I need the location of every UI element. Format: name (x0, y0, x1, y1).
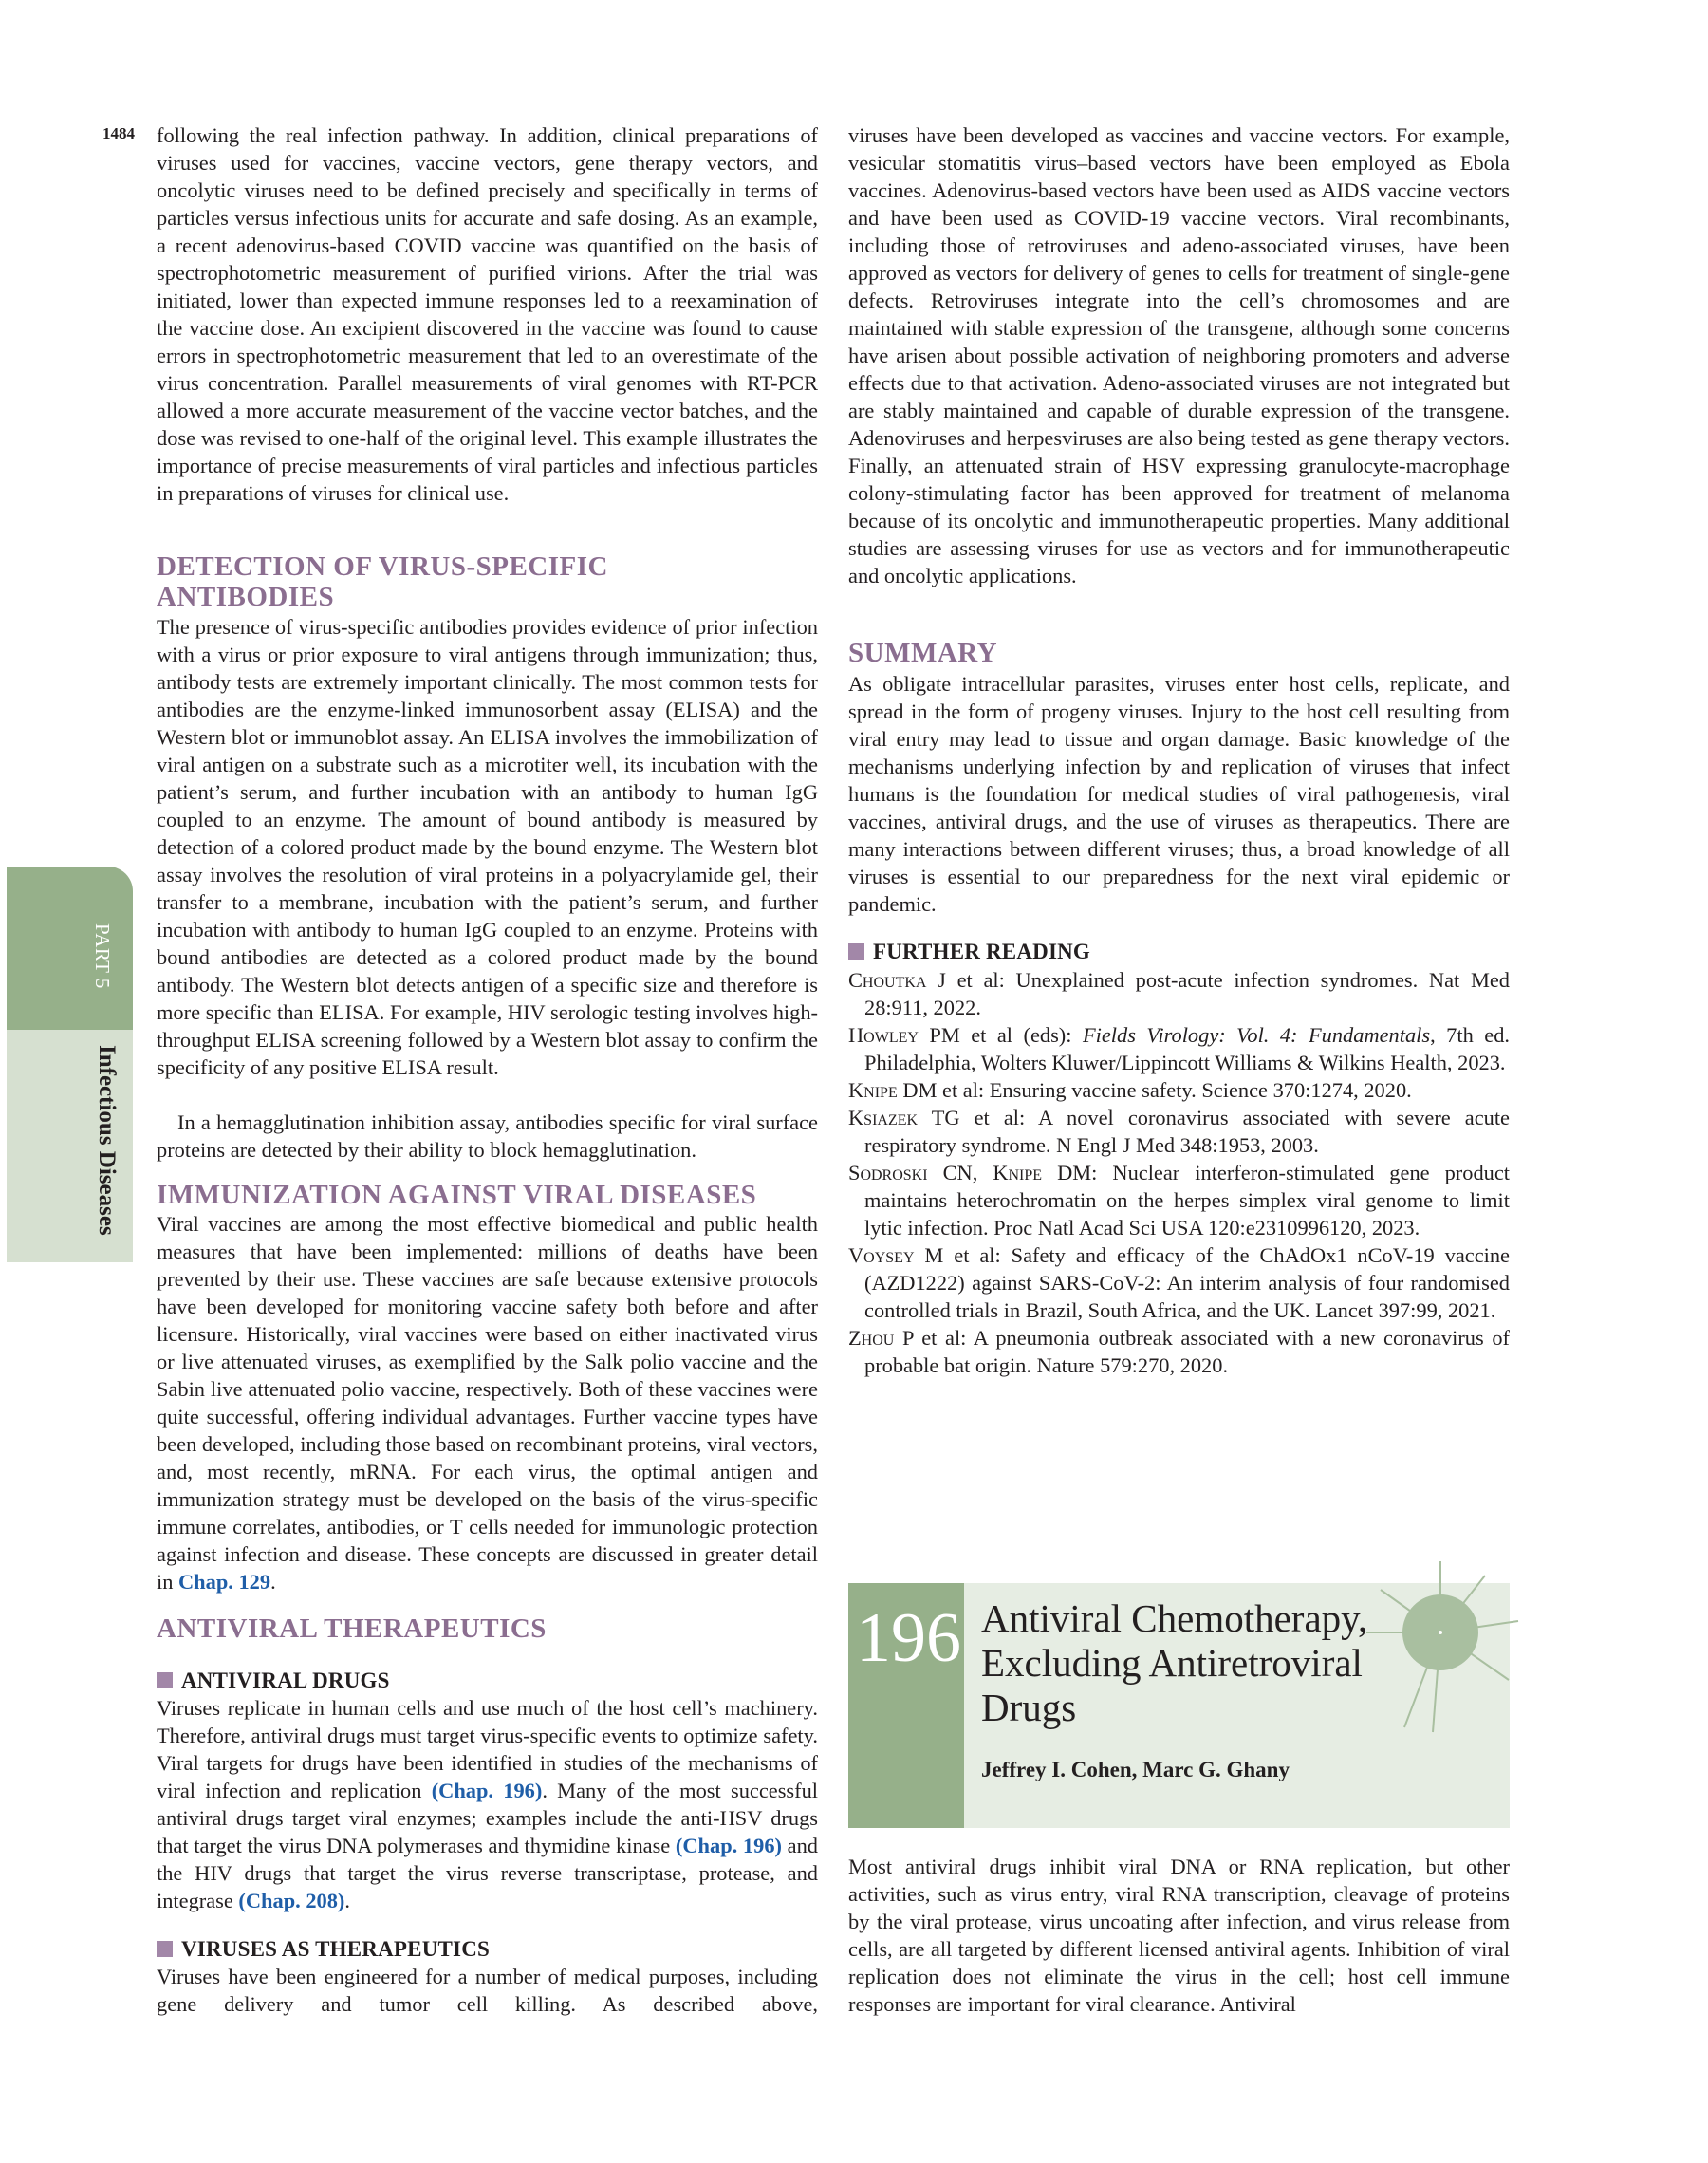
reference-item (848, 1324, 1510, 1379)
part-label: PART 5 (91, 923, 114, 989)
square-bullet-icon (157, 1941, 173, 1957)
chapter-link[interactable]: (Chap. 196) (675, 1834, 782, 1857)
square-bullet-icon (157, 1672, 173, 1688)
paragraph (157, 613, 818, 1081)
chapter-number: 196 (856, 1599, 961, 1677)
text-segment: Fields Virology: Vol. 4: Fundamentals (1082, 1023, 1431, 1047)
text-segment: Viruses have been engineered for a number of medical purposes, including gene delivery and tumor cell killing. As described above, (157, 1965, 818, 2016)
reference-item (848, 1076, 1510, 1104)
reference-author: Sodroski (848, 1161, 928, 1184)
paragraph (848, 670, 1510, 918)
section-heading-antiviral-therapeutics: ANTIVIRAL THERAPEUTICS (157, 1613, 547, 1644)
text-segment: . Many of the most successful antiviral drugs target viral enzymes; examples include the anti-HSV drugs that target the virus DNA polymerases and thymidine kinase (157, 1779, 818, 1857)
subheading-antiviral-drugs (157, 1667, 390, 1694)
reference-author: Zhou (848, 1326, 895, 1350)
text-segment: Most antiviral drugs inhibit viral DNA or RNA replication, but other activities, such as virus entry, viral RNA transcription, cleavage of proteins by the viral protease, virus uncoating after infection, and virus release from cells, are all targeted by different licensed antiviral agents. Inhibition of viral replication does not eliminate the virus in the cell; host cell immune responses are important for viral clearance. Antiviral (848, 1855, 1510, 2016)
chapter-authors: Jeffrey I. Cohen, Marc G. Ghany (981, 1758, 1290, 1781)
subheading-text: FURTHER READING (873, 940, 1091, 963)
text-segment: . (270, 1570, 276, 1594)
text-segment: viruses have been developed as vaccines and vaccine vectors. For example, vesicular stomatitis virus–based vectors have been employed as Ebola vaccines. Adenovirus-based vectors have been used as AIDS vaccine vectors and have been used as COVID-19 vaccine vectors. Viral recombinants, including those of retroviruses and adeno-associated viruses, have been approved as vectors for delivery of genes to cells for treatment of single-gene defects. Retroviruses integrate into the cell’s chromosomes and are maintained with stable expression of the transgene, although some concerns have arisen about possible activation of neighboring promoters and adverse effects due to that activation. Adeno-associated viruses are not integrated but are stably maintained and capable of durable expression of the transgene. Adenoviruses and herpesviruses are also being tested as gene therapy vectors. Finally, an attenuated strain of HSV expressing granulocyte-macrophage colony-stimulating factor has been approved for treatment of melanoma because of its oncolytic and immunotherapeutic properties. Many additional studies are assessing viruses for use as vectors and for immunotherapeutic and oncolytic applications. (848, 123, 1510, 587)
reference-author: Howley (848, 1023, 919, 1047)
text-segment: TG et al: A novel coronavirus associated with severe acute respiratory syndrome. N Engl J Med 348:1953, 2003. (864, 1106, 1510, 1157)
chapter-title: Antiviral Chemotherapy, Excluding Antiretroviral Drugs (981, 1596, 1368, 1729)
paragraph (157, 1963, 818, 2018)
reference-item (848, 1159, 1510, 1241)
text-segment: DM et al: Ensuring vaccine safety. Science 370:1274, 2020. (897, 1078, 1412, 1102)
section-heading-immunization: IMMUNIZATION AGAINST VIRAL DISEASES (157, 1180, 757, 1210)
paragraph (157, 121, 818, 507)
paragraph (157, 1694, 818, 1914)
reference-item (848, 1104, 1510, 1159)
reference-list (848, 966, 1510, 1379)
text-segment: In a hemagglutination inhibition assay, antibodies specific for viral surface proteins are detected by their ability to block hemagglutination. (157, 1110, 818, 1162)
section-label: Infectious Diseases (94, 1045, 120, 1236)
section-heading-summary: SUMMARY (848, 638, 998, 668)
virus-splat-icon (1366, 1557, 1556, 1746)
square-bullet-icon (848, 943, 864, 960)
text-segment: Viruses replicate in human cells and use much of the host cell’s machinery. Therefore, antiviral drugs must target virus-specific events to optimize safety. Viral targets for drugs have been identified in studies of the mechanisms of viral infection and replication (157, 1696, 818, 1802)
text-segment: As obligate intracellular parasites, viruses enter host cells, replicate, and spread in the form of progeny viruses. Injury to the host cell resulting from viral entry may lead to tissue and organ damage. Basic knowledge of the mechanisms underlying infection by and replication of viruses that infect humans is the foundation for medical studies of viral pathogenesis, viral vaccines, antiviral drugs, and the use of viruses as therapeutics. There are many interactions between different viruses; thus, a broad knowledge of all viruses is essential to our preparedness for the next viral epidemic or pandemic. (848, 672, 1510, 916)
reference-author: Voysey (848, 1243, 915, 1267)
text-segment: CN, (927, 1161, 993, 1184)
paragraph (157, 1109, 818, 1164)
text-segment: The presence of virus-specific antibodies provides evidence of prior infection with a virus or prior exposure to viral antigens through immunization; thus, antibody tests are extremely important clinically. The most common tests for antibodies are the enzyme-linked immunosorbent assay (ELISA) and the Western blot or immunoblot assay. An ELISA involves the immobilization of viral antigen on a substrate such as a microtiter well, its incubation with the patient’s serum, and further incubation with an antibody to human IgG coupled to an enzyme. The amount of bound antibody is measured by detection of a colored product made by the bound enzyme. The Western blot assay involves the resolution of viral proteins in a polyacrylamide gel, their transfer to a membrane, incubation with the patient’s serum, and further incubation with antibody to human IgG coupled to an enzyme. Proteins with bound antibodies are detected as a colored product made by the bound antibody. The Western blot detects antigen of a specific size and therefore is more specific than ELISA. For example, HIV serologic testing involves high-throughput ELISA screening followed by a Western blot assay to confirm the specificity of any positive ELISA result. (157, 615, 818, 1079)
paragraph (157, 1210, 818, 1595)
subheading-further-reading (848, 938, 1090, 965)
subheading-text: ANTIVIRAL DRUGS (181, 1669, 390, 1692)
reference-item (848, 966, 1510, 1021)
text-segment: P et al: A pneumonia outbreak associated with a new coronavirus of probable bat origin. Nature 579:270, 2020. (864, 1326, 1510, 1377)
reference-author: Ksiazek (848, 1106, 919, 1129)
reference-author: Choutka (848, 968, 927, 992)
section-heading-detection: DETECTION OF VIRUS-SPECIFIC ANTIBODIES (157, 551, 608, 612)
chapter-link[interactable]: (Chap. 208) (238, 1889, 345, 1912)
text-segment: . (344, 1889, 350, 1912)
text-segment: M et al: Safety and efficacy of the ChAdOx1 nCoV-19 vaccine (AZD1222) against SARS-CoV-2: An interim analysis of four randomised controlled trials in Brazil, South Africa, and the UK. Lancet 397:99, 2021. (864, 1243, 1510, 1322)
text-segment: , 7th ed. Philadelphia, Wolters Kluwer/Lippincott Williams & Wilkins Health, 2023. (864, 1023, 1510, 1074)
chapter-link[interactable]: (Chap. 196) (431, 1779, 543, 1802)
paragraph (848, 1853, 1510, 2018)
reference-item (848, 1241, 1510, 1324)
side-tab-section (7, 1030, 133, 1262)
text-segment: Viral vaccines are among the most effective biomedical and public health measures that have been implemented: millions of deaths have been prevented by their use. These vaccines are safe because extensive protocols have been developed for monitoring vaccine safety both before and after licensure. Historically, viral vaccines were based on either inactivated virus or live attenuated viruses, as exemplified by the Salk polio vaccine and the Sabin live attenuated polio vaccine, respectively. Both of these vaccines were quite successful, offering individual advantages. Further vaccine types have been developed, including those based on recombinant proteins, viral vectors, and, most recently, mRNA. For each virus, the optimal antigen and immunization strategy must be developed on the basis of the virus-specific immune correlates, antibodies, or T cells needed for immunologic protection against infection and disease. These concepts are discussed in greater detail in (157, 1212, 818, 1594)
reference-author: Knipe (848, 1078, 898, 1102)
page-number: 1484 (102, 124, 135, 142)
text-segment: following the real infection pathway. In addition, clinical preparations of viruses used for vaccines, vaccine vectors, gene therapy vectors, and oncolytic viruses need to be defined precisely and specifically in terms of particles versus infectious units for accurate and safe dosing. As an example, a recent adenovirus-based COVID vaccine was quantified on the basis of spectrophotometric measurement of purified virions. After the trial was initiated, lower than expected immune responses led to a reexamination of the vaccine dose. An excipient discovered in the vaccine was found to cause errors in spectrophotometric measurement that led to an overestimate of the virus concentration. Parallel measurements of viral genomes with RT-PCR allowed a more accurate measurement of the vaccine vector batches, and the dose was revised to one-half of the original level. This example illustrates the importance of precise measurements of viral particles and infectious particles in preparations of viruses for clinical use. (157, 123, 818, 505)
text-segment: PM et al (eds): (918, 1023, 1083, 1047)
subheading-text: VIRUSES AS THERAPEUTICS (181, 1937, 491, 1961)
side-tab (7, 867, 133, 1262)
reference-item (848, 1021, 1510, 1076)
subheading-viruses-as-therapeutics (157, 1935, 490, 1963)
paragraph (848, 121, 1510, 589)
chapter-number-block (848, 1583, 964, 1828)
text-segment: DM: Nuclear interferon-stimulated gene product maintains heterochromatin on the herpes simplex viral genome to limit lytic infection. Proc Natl Acad Sci USA 120:e2310996120, 2023. (864, 1161, 1510, 1240)
side-tab-part (7, 867, 133, 1030)
text-segment: J et al: Unexplained post-acute infection syndromes. Nat Med 28:911, 2022. (864, 968, 1510, 1019)
chapter-link[interactable]: Chap. 129 (178, 1570, 271, 1594)
text-segment: and the HIV drugs that target the virus reverse transcriptase, protease, and integrase (157, 1834, 818, 1912)
reference-author: Knipe (993, 1161, 1043, 1184)
